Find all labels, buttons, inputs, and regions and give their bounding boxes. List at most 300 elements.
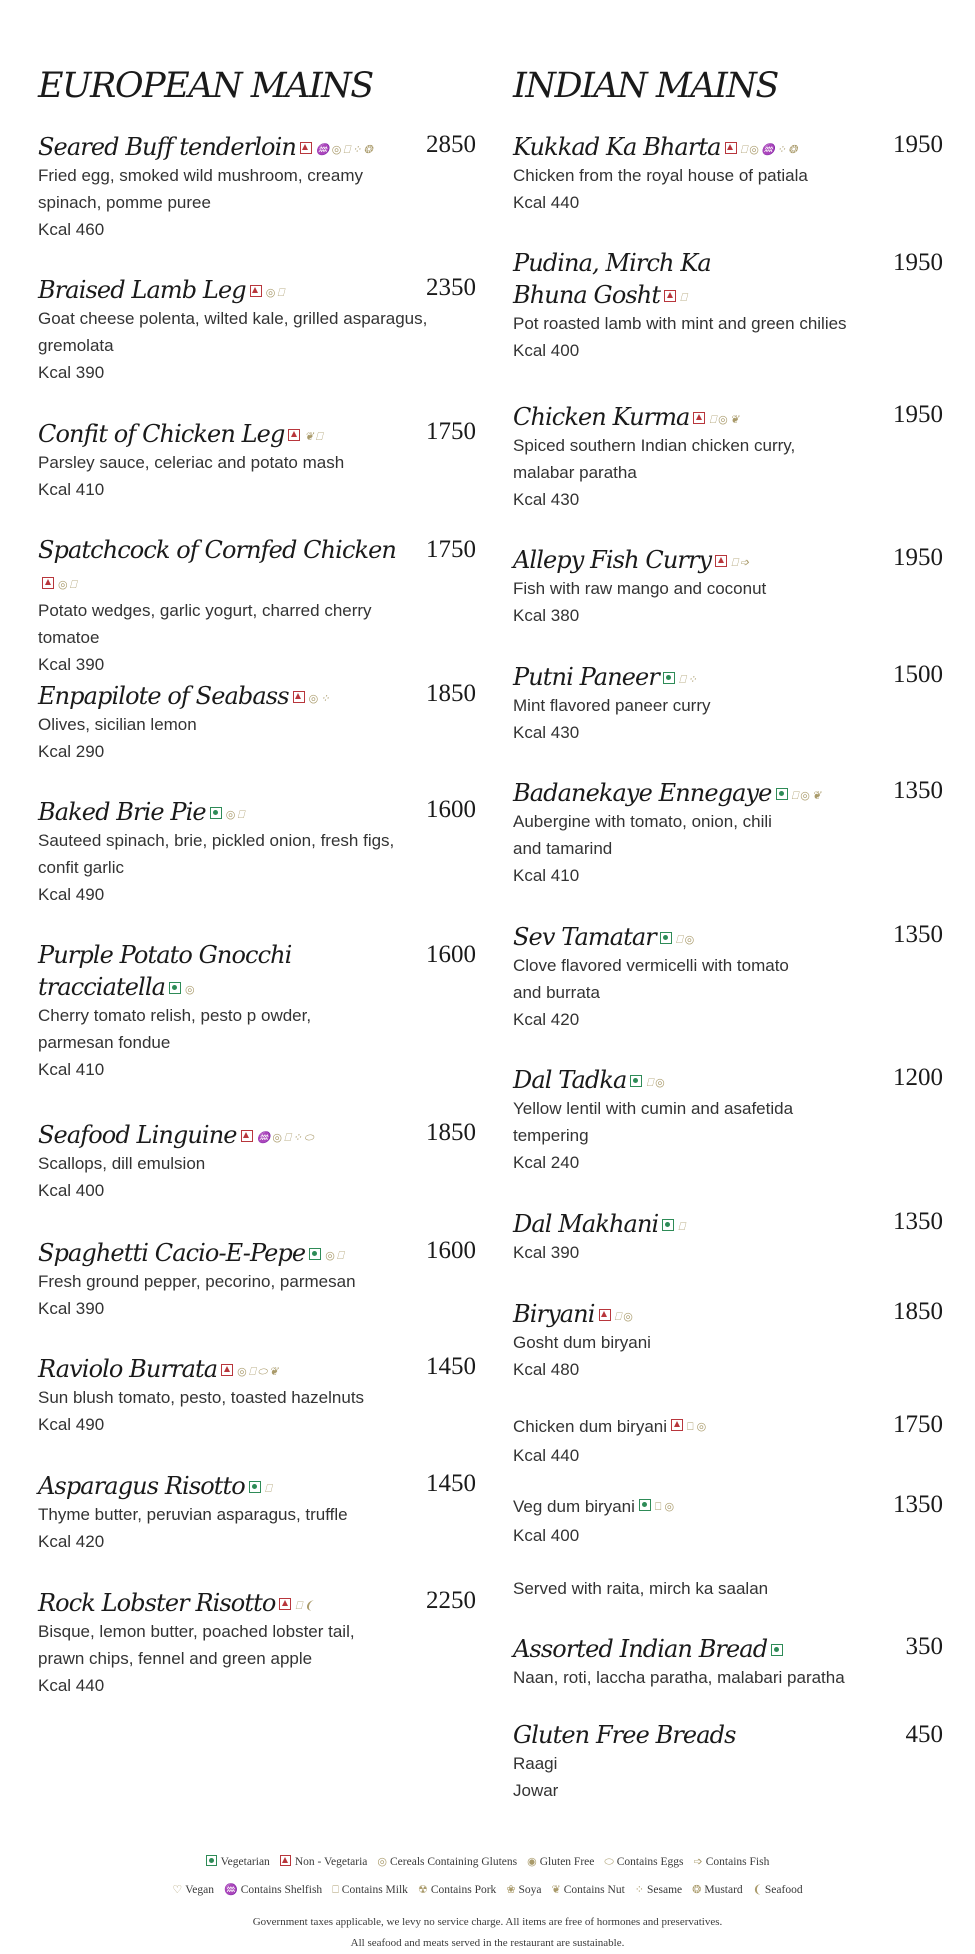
- item-price: 350: [905, 1633, 943, 1660]
- shellfish-icon: ♒: [760, 143, 774, 156]
- item-name: [513, 1632, 787, 1664]
- non-vegetarian-icon: [280, 1855, 291, 1866]
- legend-item: [506, 1876, 541, 1904]
- legend-item: [692, 1876, 743, 1904]
- legend-item: [206, 1848, 270, 1876]
- item-heading: [513, 660, 943, 692]
- item-description: gremolata: [38, 336, 114, 355]
- item-heading: [513, 1063, 943, 1095]
- gluten-icon: ◎: [325, 1249, 334, 1262]
- section-title-european: EUROPEAN MAINS: [38, 66, 373, 106]
- item-kcal: Kcal 390: [38, 1299, 105, 1318]
- legend-item: [694, 1848, 770, 1876]
- item-kcal: Kcal 480: [513, 1360, 580, 1379]
- item-kcal: Kcal 490: [38, 885, 105, 904]
- shellfish-icon: ♒: [256, 1131, 270, 1144]
- milk-icon: ⎕: [654, 1501, 662, 1513]
- item-heading: [38, 679, 476, 711]
- milk-icon: ⎕: [284, 1131, 290, 1144]
- dietary-icons: [630, 1063, 666, 1093]
- gluten-icon: ◎: [225, 808, 235, 821]
- dietary-icons: [210, 795, 246, 825]
- legend-label: Contains Pork: [430, 1884, 497, 1896]
- menu-item: [38, 940, 476, 1083]
- item-price: 2250: [426, 1587, 476, 1614]
- vegetarian-icon: [206, 1855, 217, 1866]
- item-name-text: Seafood Linguine: [38, 1121, 237, 1149]
- item-description: spinach, pomme puree: [38, 193, 211, 212]
- item-kcal: Kcal 390: [38, 655, 105, 674]
- item-description: Scallops, dill emulsion: [38, 1154, 206, 1173]
- menu-item: [38, 1118, 476, 1204]
- item-price: 1200: [893, 1064, 943, 1091]
- menu-item: [38, 1586, 476, 1699]
- legend-label: Contains Eggs: [616, 1856, 684, 1868]
- item-name-text: Raviolo Burrata: [38, 1355, 218, 1383]
- milk-icon: ⎕: [277, 286, 284, 299]
- nut-icon: ❦: [304, 430, 313, 443]
- item-name: [513, 543, 751, 575]
- nut-icon: ❦: [729, 413, 739, 426]
- item-price: 1350: [893, 921, 943, 948]
- item-price: 1450: [426, 1353, 476, 1380]
- milk-icon: ⎕: [332, 1884, 339, 1896]
- dietary-icons: [693, 400, 741, 430]
- footnote-sustainable: All seafood and meats served in the restaurant are sustainable.: [350, 1937, 625, 1949]
- dietary-icons: [639, 1490, 677, 1520]
- item-name-text: Veg dum biryani: [513, 1497, 635, 1516]
- dietary-icons: [250, 273, 286, 303]
- item-name-text-2: tracciatella: [38, 973, 166, 1001]
- nut-icon: ❦: [551, 1884, 561, 1896]
- item-name: [513, 1490, 677, 1522]
- dietary-icons: [725, 130, 800, 160]
- item-price: 1350: [893, 1491, 943, 1518]
- item-name-text: Dal Tadka: [513, 1066, 627, 1094]
- item-description: Sauteed spinach, brie, pickled onion, fresh figs,: [38, 831, 395, 850]
- legend-label: Gluten Free: [539, 1856, 595, 1868]
- item-heading: [38, 940, 476, 1002]
- dietary-icons: [663, 660, 699, 690]
- item-name: [38, 940, 291, 1002]
- item-description: confit garlic: [38, 858, 124, 877]
- item-description: Chicken from the royal house of patiala: [513, 166, 808, 185]
- nut-icon: ❦: [811, 789, 821, 802]
- non-vegetarian-icon: [221, 1364, 233, 1376]
- item-name: [513, 1297, 635, 1329]
- item-price: 1350: [893, 1208, 943, 1235]
- vegetarian-icon: [630, 1075, 642, 1087]
- item-name: [38, 1586, 315, 1618]
- fish-icon: ➩: [739, 556, 749, 569]
- menu-item: [38, 795, 476, 908]
- legend-item: [753, 1876, 803, 1904]
- non-vegetarian-icon: [293, 691, 305, 703]
- item-name-text: Allepy Fish Curry: [513, 546, 712, 574]
- legend-item: [604, 1848, 683, 1876]
- item-price: 1950: [893, 249, 943, 276]
- legend-item: [552, 1876, 625, 1904]
- item-description: tomatoe: [38, 628, 100, 647]
- milk-icon: ⎕: [709, 413, 716, 426]
- menu-item: [513, 248, 943, 364]
- menu-item: [513, 1410, 943, 1469]
- item-price: 1350: [893, 777, 943, 804]
- dietary-icons: [662, 1207, 687, 1237]
- legend-item: [332, 1876, 408, 1904]
- gluten-icon: ◎: [237, 1365, 246, 1378]
- sesame-icon: ⁘: [320, 692, 329, 705]
- item-name-text: Asparagus Risotto: [38, 1472, 245, 1500]
- milk-icon: ⎕: [69, 578, 76, 591]
- item-price: 1500: [893, 661, 943, 688]
- item-heading: [38, 1118, 476, 1150]
- legend-label: Contains Nut: [563, 1884, 625, 1896]
- legend-item: [172, 1876, 214, 1904]
- vegetarian-icon: [249, 1481, 261, 1493]
- non-vegetarian-icon: [664, 290, 676, 302]
- item-price: 1850: [893, 1298, 943, 1325]
- item-heading: [513, 543, 943, 575]
- dietary-icons: [221, 1352, 280, 1382]
- item-description: Fresh ground pepper, pecorino, parmesan: [38, 1272, 356, 1291]
- section-title-indian: INDIAN MAINS: [513, 66, 778, 106]
- item-name: [38, 1236, 346, 1268]
- item-name-text: Seared Buff tenderloin: [38, 133, 296, 161]
- menu-item: [513, 400, 943, 513]
- legend-item: [224, 1876, 322, 1904]
- item-name: [513, 1410, 709, 1442]
- legend-label: Seafood: [764, 1884, 803, 1896]
- item-heading: [513, 1720, 943, 1750]
- item-heading: [513, 1207, 943, 1239]
- vegan-icon: ♡: [172, 1884, 183, 1896]
- item-price: 2350: [426, 274, 476, 301]
- item-description: Parsley sauce, celeriac and potato mash: [38, 453, 345, 472]
- item-name: [38, 1469, 274, 1501]
- sesame-icon: ⁘: [292, 1131, 302, 1144]
- item-kcal: Kcal 430: [513, 723, 580, 742]
- gluten-icon: ◎: [331, 143, 341, 156]
- menu-item: [513, 776, 943, 889]
- item-description: Bisque, lemon butter, poached lobster tail,: [38, 1622, 355, 1641]
- milk-icon: ⎕: [264, 1482, 271, 1495]
- dietary-icons: [664, 278, 689, 308]
- item-price: 1600: [426, 796, 476, 823]
- item-name-text: Chicken dum biryani: [513, 1417, 668, 1436]
- vegetarian-icon: [776, 788, 788, 800]
- item-name-text: Dal Makhani: [513, 1210, 659, 1238]
- item-name: [38, 273, 286, 305]
- item-price: 1600: [426, 941, 476, 968]
- menu-item: [38, 535, 476, 678]
- item-heading: [38, 417, 476, 449]
- item-name-text: Enpapilote of Seabass: [38, 682, 289, 710]
- item-name-text: Purple Potato Gnocchi: [38, 941, 292, 969]
- non-vegetarian-icon: [725, 142, 737, 154]
- item-description: Pot roasted lamb with mint and green chilies: [513, 314, 847, 333]
- item-price: 1450: [426, 1470, 476, 1497]
- legend-label: Vegan: [185, 1884, 215, 1896]
- non-vegetarian-icon: [241, 1130, 253, 1142]
- item-name: [38, 417, 324, 449]
- milk-icon: ⎕: [646, 1076, 653, 1089]
- gluten-icon: ◎: [58, 578, 67, 591]
- dietary-icons: [776, 776, 824, 806]
- sesame-icon: ⁘: [687, 673, 696, 686]
- dietary-icons: [300, 130, 375, 160]
- item-kcal: Kcal 430: [513, 490, 580, 509]
- item-description: Naan, roti, laccha paratha, malabari paratha: [513, 1668, 845, 1687]
- dietary-icons: [715, 543, 751, 573]
- item-name: [513, 776, 823, 808]
- item-kcal: Kcal 420: [513, 1010, 580, 1029]
- item-name-text: Putni Paneer: [513, 663, 659, 691]
- legend-item: [280, 1848, 368, 1876]
- item-kcal: Kcal 460: [38, 220, 105, 239]
- dietary-icons: [241, 1118, 316, 1148]
- menu-item: [513, 1063, 943, 1176]
- legend-label: Contains Shelfish: [240, 1884, 323, 1896]
- menu-item: [513, 660, 943, 746]
- menu-item: [513, 1575, 943, 1602]
- item-name-text: Braised Lamb Leg: [38, 276, 246, 304]
- item-description: Fish with raw mango and coconut: [513, 579, 767, 598]
- dietary-icons: [660, 920, 696, 950]
- menu-item: [38, 417, 476, 503]
- item-description: Potato wedges, garlic yogurt, charred cherry: [38, 601, 372, 620]
- item-description: Spiced southern Indian chicken curry,: [513, 436, 796, 455]
- item-name: [38, 535, 420, 597]
- item-name: [38, 1352, 280, 1384]
- item-description: Olives, sicilian lemon: [38, 715, 197, 734]
- legend-item: [377, 1848, 517, 1876]
- item-kcal: Kcal 440: [513, 193, 580, 212]
- item-description: Fried egg, smoked wild mushroom, creamy: [38, 166, 364, 185]
- legend-item: [635, 1876, 682, 1904]
- mustard-icon: ❂: [788, 143, 797, 156]
- item-name-text: Badanekaye Ennegaye: [513, 779, 772, 807]
- item-name-text-2: Bhuna Gosht: [513, 281, 661, 309]
- item-kcal: Kcal 410: [513, 866, 580, 885]
- item-heading: [38, 130, 476, 162]
- dietary-icons: [599, 1297, 635, 1327]
- item-heading: [513, 1632, 943, 1664]
- milk-icon: ⎕: [678, 673, 685, 686]
- item-kcal: Kcal 240: [513, 1153, 580, 1172]
- non-vegetarian-icon: [279, 1598, 291, 1610]
- item-kcal: Kcal 490: [38, 1415, 105, 1434]
- item-description: prawn chips, fennel and green apple: [38, 1649, 313, 1668]
- non-vegetarian-icon: [671, 1419, 683, 1431]
- non-vegetarian-icon: [693, 412, 705, 424]
- gluten-icon: ◎: [696, 1421, 707, 1433]
- item-price: 2850: [426, 131, 476, 158]
- sesame-icon: ⁘: [352, 143, 361, 156]
- dietary-icons: [309, 1236, 345, 1266]
- item-name: [513, 248, 711, 310]
- soya-icon: ❀: [506, 1884, 516, 1896]
- menu-item: [513, 1632, 943, 1691]
- footnote-taxes: Government taxes applicable, we levy no service charge. All items are free of hormones and preservatives.: [252, 1916, 723, 1928]
- menu-item: [38, 1236, 476, 1322]
- dietary-icons: [771, 1632, 787, 1662]
- milk-icon: ⎕: [680, 291, 686, 304]
- legend-row-1: [0, 1848, 975, 1876]
- item-heading: [38, 1352, 476, 1384]
- legend-label: Non - Vegetaria: [294, 1856, 368, 1868]
- vegetarian-icon: [771, 1644, 783, 1656]
- non-vegetarian-icon: [300, 142, 312, 154]
- mustard-icon: ❂: [363, 143, 372, 156]
- item-name-text: Gluten Free Breads: [513, 1721, 736, 1749]
- shellfish-icon: ♒: [315, 143, 329, 156]
- item-kcal: Kcal 400: [38, 1181, 105, 1200]
- item-name-text: Assorted Indian Bread: [513, 1635, 768, 1663]
- menu-item: [513, 920, 943, 1033]
- item-name: [513, 1720, 736, 1750]
- vegetarian-icon: [309, 1248, 321, 1260]
- dietary-icons: [293, 679, 332, 709]
- item-name-text: Spatchcock of Cornfed Chicken: [38, 536, 396, 564]
- item-name: [513, 1207, 687, 1239]
- item-heading: [38, 1469, 476, 1501]
- item-price: 1850: [426, 1119, 476, 1146]
- item-description: tempering: [513, 1126, 589, 1145]
- item-kcal: Kcal 290: [38, 742, 105, 761]
- item-price: 1950: [893, 401, 943, 428]
- item-name: [513, 400, 741, 432]
- gluten-icon: ◎: [185, 983, 194, 996]
- item-kcal: Kcal 440: [38, 1676, 105, 1695]
- item-price: 1750: [426, 536, 476, 563]
- item-description: Gosht dum biryani: [513, 1333, 651, 1352]
- gluten-icon: ◎: [800, 789, 809, 802]
- menu-item: [38, 1352, 476, 1438]
- legend-label: Contains Milk: [341, 1884, 408, 1896]
- item-description: Clove flavored vermicelli with tomato: [513, 956, 789, 975]
- item-description: Jowar: [513, 1781, 559, 1800]
- menu-item: [513, 1297, 943, 1383]
- vegetarian-icon: [639, 1499, 651, 1511]
- item-price: 1950: [893, 131, 943, 158]
- legend-item: [527, 1848, 594, 1876]
- milk-icon: ⎕: [336, 1249, 343, 1262]
- glutenfree-icon: ◉: [527, 1856, 537, 1868]
- item-description: Cherry tomato relish, pesto p owder,: [38, 1006, 312, 1025]
- eggs-icon: ⬭: [604, 1856, 614, 1868]
- item-heading: [38, 273, 476, 305]
- menu-item: [513, 543, 943, 629]
- sesame-icon: ⁘: [776, 143, 786, 156]
- non-vegetarian-icon: [288, 429, 300, 441]
- dietary-icons: [671, 1410, 709, 1440]
- item-description: Aubergine with tomato, onion, chili: [513, 812, 772, 831]
- gluten-icon: ◎: [265, 286, 275, 299]
- item-kcal: Kcal 410: [38, 480, 105, 499]
- gluten-icon: ◎: [749, 143, 758, 156]
- legend-label: Mustard: [704, 1884, 743, 1896]
- item-kcal: Kcal 400: [513, 341, 580, 360]
- non-vegetarian-icon: [599, 1309, 611, 1321]
- vegetarian-icon: [210, 807, 222, 819]
- item-heading: [513, 920, 943, 952]
- milk-icon: ⎕: [237, 808, 244, 821]
- item-name: [513, 920, 696, 952]
- item-heading: [513, 1490, 943, 1522]
- item-description: Thyme butter, peruvian asparagus, truffle: [38, 1505, 348, 1524]
- item-price: 450: [905, 1721, 943, 1748]
- milk-icon: ⎕: [248, 1365, 255, 1378]
- item-heading: [38, 795, 476, 827]
- item-price: 1600: [426, 1237, 476, 1264]
- gluten-icon: ◎: [308, 692, 318, 705]
- item-description: Sun blush tomato, pesto, toasted hazelnuts: [38, 1388, 365, 1407]
- item-price: 1750: [893, 1411, 943, 1438]
- item-description: malabar paratha: [513, 463, 637, 482]
- item-name-text: Kukkad Ka Bharta: [513, 133, 721, 161]
- seafood-icon: ❨: [752, 1884, 762, 1896]
- vegetarian-icon: [169, 982, 181, 994]
- legend-row-2: [0, 1876, 975, 1904]
- milk-icon: ⎕: [315, 430, 322, 443]
- item-kcal: Kcal 390: [38, 363, 105, 382]
- menu-item: [513, 1490, 943, 1549]
- item-name: [38, 1118, 316, 1150]
- item-price: 1850: [426, 680, 476, 707]
- item-name: [38, 679, 332, 711]
- item-name-text: Confit of Chicken Leg: [38, 420, 285, 448]
- item-description: Raagi: [513, 1754, 558, 1773]
- item-name: [513, 660, 699, 692]
- item-name-text: Chicken Kurma: [513, 403, 690, 431]
- non-vegetarian-icon: [715, 555, 727, 567]
- item-name-text: Biryani: [513, 1300, 595, 1328]
- fish-icon: ➩: [693, 1856, 703, 1868]
- item-name: [513, 1063, 667, 1095]
- menu-item: [38, 1469, 476, 1555]
- menu-item: [38, 679, 476, 765]
- item-kcal: Kcal 390: [513, 1243, 580, 1262]
- sesame-icon: ⁘: [634, 1884, 644, 1896]
- item-heading: [513, 1410, 943, 1442]
- item-name-text: Rock Lobster Risotto: [38, 1589, 276, 1617]
- item-description: and burrata: [513, 983, 600, 1002]
- gluten-icon: ◎: [272, 1131, 282, 1144]
- milk-icon: ⎕: [687, 1421, 694, 1433]
- milk-icon: ⎕: [791, 789, 798, 802]
- item-name-text: Pudina, Mirch Ka: [513, 249, 711, 277]
- item-heading: [513, 130, 943, 162]
- dietary-icons: [279, 1586, 315, 1616]
- vegetarian-icon: [662, 1219, 674, 1231]
- milk-icon: ⎕: [295, 1599, 302, 1612]
- milk-icon: ⎕: [614, 1310, 621, 1323]
- milk-icon: ⎕: [343, 143, 350, 156]
- eggs-icon: ⬭: [257, 1365, 267, 1378]
- non-vegetarian-icon: [42, 577, 54, 589]
- item-name-text: Baked Brie Pie: [38, 798, 206, 826]
- serving-note: Served with raita, mirch ka saalan: [513, 1579, 769, 1598]
- milk-icon: ⎕: [731, 556, 737, 569]
- vegetarian-icon: [663, 672, 675, 684]
- gluten-icon: ◎: [623, 1310, 632, 1323]
- pork-icon: ☢: [417, 1884, 428, 1896]
- dietary-icons: [169, 970, 197, 1000]
- legend-label: Sesame: [646, 1884, 683, 1896]
- menu-item: [513, 130, 943, 216]
- legend-label: Cereals Containing Glutens: [390, 1856, 518, 1868]
